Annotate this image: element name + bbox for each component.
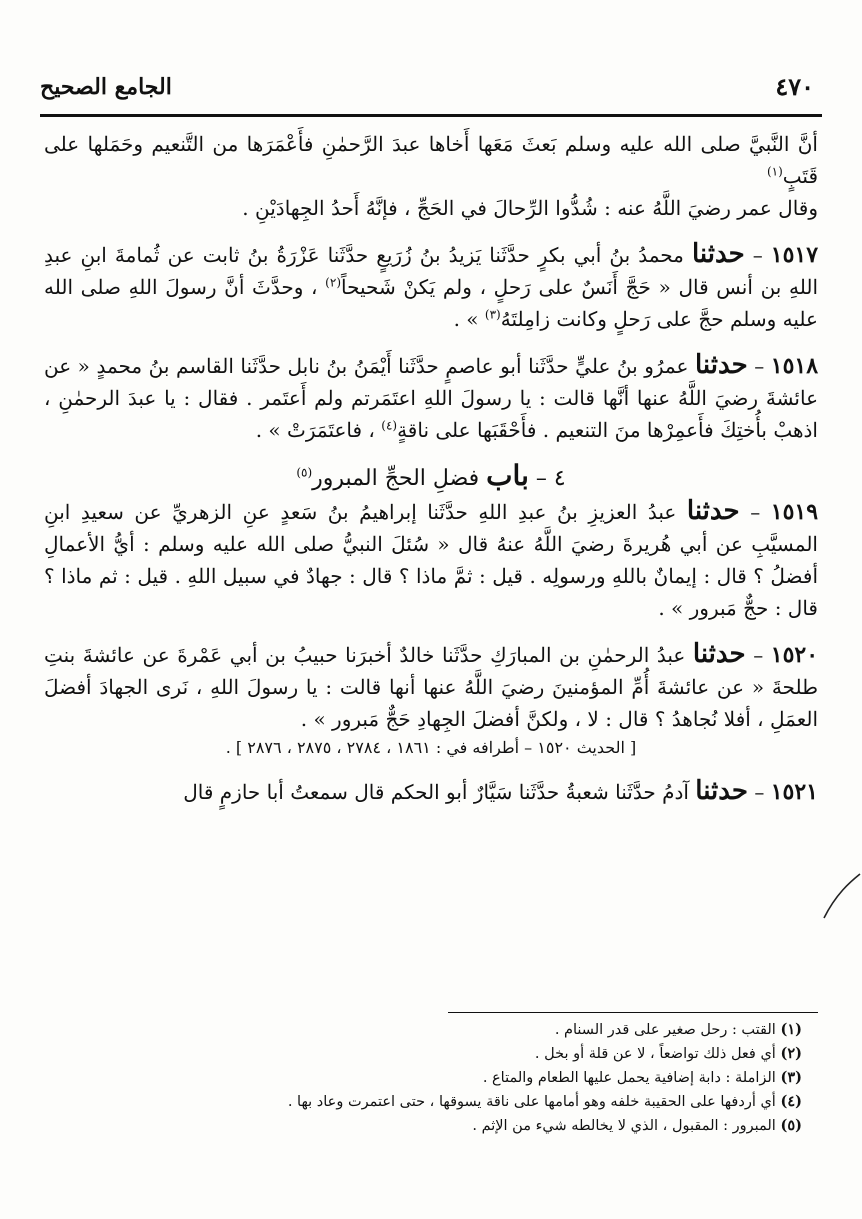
- footnote-ref-2: (٢): [325, 275, 341, 290]
- intro-paragraph: [44, 128, 818, 192]
- intro-umar-paragraph: [44, 192, 818, 224]
- hadith-1518: [44, 349, 818, 446]
- footnote-mark: (١): [780, 1021, 802, 1038]
- spacer: [44, 761, 818, 775]
- hadith-text: ، فاعتَمَرَتْ » .: [255, 418, 375, 442]
- footnote-text: الزاملة : دابة إضافية يحمل عليها الطعام والمتاع .: [482, 1070, 776, 1086]
- footnote-item: [44, 1066, 802, 1090]
- haddathana-word: حدثنا: [695, 776, 749, 806]
- footnote-mark: (٤): [780, 1093, 802, 1110]
- haddathana-word: حدثنا: [691, 239, 745, 269]
- spacer: [44, 224, 818, 238]
- hadith-1521: [44, 775, 818, 808]
- footnote-item: [44, 1090, 802, 1114]
- footnote-item: [44, 1042, 802, 1066]
- hadith-dash: –: [754, 354, 765, 378]
- book-title: الجامع الصحيح: [40, 74, 172, 100]
- chapter-heading: [44, 460, 818, 495]
- footnote-text: القتب : رحل صغير على قدر السنام .: [554, 1022, 776, 1038]
- haddathana-word: حدثنا: [694, 350, 748, 380]
- hadith-1517: [44, 238, 818, 335]
- hadith-dash: –: [754, 780, 765, 804]
- footnote-item: [44, 1018, 802, 1042]
- hadith-dash: –: [753, 643, 764, 667]
- footnotes: [44, 1018, 802, 1138]
- footnote-mark: (٢): [780, 1045, 802, 1062]
- footnote-text: المبرور : المقبول ، الذي لا يخالطه شيء من الإثم .: [472, 1118, 776, 1134]
- haddathana-word: حدثنا: [686, 496, 740, 526]
- footnote-ref-4: (٤): [381, 418, 398, 433]
- footnote-ref-1: (١): [766, 164, 783, 179]
- spacer: [44, 335, 818, 349]
- running-head: [40, 70, 822, 106]
- chapter-title: فضلِ الحجِّ المبرور: [312, 466, 480, 491]
- footnote-text: أي فعل ذلك تواضعاً ، لا عن قلة أو بخل .: [534, 1046, 776, 1062]
- cross-reference: [ الحديث ١٥٢٠ – أطرافه في : ١٨٦١ ، ٢٧٨٤ ، ٢٨٧٥ ، ٢٨٧٦ ] .: [225, 738, 637, 757]
- hadith-number: ١٥١٨: [770, 353, 819, 379]
- hadith-text: عمرُو بنُ عليٍّ حدَّثَنا أبو عاصمٍ حدَّثَنا أَيْمَنُ بنُ نابل حدَّثَنا القاسم بنُ محمدٍ « عن عائشةَ رضيَ اللَّهُ عنها أنَّها قالت : يا رسولَ اللهِ اعتَمَرتم ولم أَعتَمر . فقال : يا عبدَ الرحمٰنِ ، اذهبْ بأُختِكَ فأَعمِرْها منَ التنعيم . فأَحْقَبَها على ناقةٍ: [44, 354, 819, 442]
- page-number: ٤٧٠: [775, 72, 814, 101]
- hadith-number: ١٥٢١: [770, 779, 818, 805]
- hadith-text: ، وحدَّثَ أنَّ رسولَ اللهِ صلى الله عليه وسلم حجَّ على رَحلٍ وكانت زامِلتَهُ: [44, 275, 818, 331]
- footnote-item: [44, 1114, 802, 1138]
- footnote-ref-5: (٥): [296, 465, 313, 480]
- spacer: [44, 446, 818, 460]
- hadith-text: محمدُ بنُ أبي بكرٍ حدَّثَنا يَزيدُ بنُ زُرَيعٍ حدَّثَنا عَزْرَةُ بنُ ثابت عن ثُمامةَ ابنِ عبدِ اللهِ بن أنس قال « حَجَّ أَنَسٌ على رَحلٍ ، ولم يَكنْ شَحيحاً: [44, 243, 819, 299]
- hadith-dash: –: [750, 500, 761, 524]
- spacer: [44, 624, 818, 638]
- hadith-1520: [44, 638, 818, 735]
- intro-umar-text: وقال عمر رضيَ اللَّهُ عنه : شُدُّوا الرِّحالَ في الحَجِّ ، فإنَّهُ أَحدُ الجِهادَيْنِ .: [242, 196, 818, 220]
- chapter-word: باب: [486, 459, 529, 492]
- footnote-text: أي أردفها على الحقيبة خلفه وهو أمامها على ناقة يسوقها ، حتى اعتمرت وعاد بها .: [287, 1094, 776, 1110]
- hadith-number: ١٥١٧: [770, 242, 819, 268]
- footnote-ref-3: (٣): [484, 307, 501, 322]
- hadith-text: عبدُ العزيزِ بنُ عبدِ اللهِ حدَّثَنا إبراهيمُ بنُ سَعدٍ عنِ الزهريِّ عن سعيدِ ابنِ المسيَّبِ عن أبي هُريرةَ رضيَ اللَّهُ عنهُ قال « سُئلَ النبيُّ صلى الله عليه وسلم : أيُّ الأعمالِ أفضلُ ؟ قال : إيمانٌ باللهِ ورسولِه . قيل : ثمَّ ماذا ؟ قال : جهادٌ في سبيل اللهِ . قيل : ثم ماذا ؟ قال : حجٌّ مَبرور » .: [44, 500, 818, 620]
- hadith-1519: [44, 495, 818, 624]
- chapter-number: ٤: [553, 466, 566, 491]
- footnote-rule: [448, 1012, 818, 1013]
- pen-stroke-mark: [822, 872, 862, 922]
- hadith-dash: –: [752, 243, 763, 267]
- hadith-text: » .: [453, 307, 479, 331]
- hadith-number: ١٥٢٠: [770, 642, 819, 668]
- chapter-dash: –: [535, 466, 547, 491]
- header-rule: [40, 114, 822, 117]
- footnote-mark: (٣): [780, 1069, 802, 1086]
- hadith-text: عبدُ الرحمٰنِ بن المبارَكِ حدَّثَنا خالدٌ أخبرَنا حبيبُ بن أبي عَمْرةَ عن عائشةَ بنتِ طلحةَ « عن عائشةَ أُمِّ المؤمنينَ رضيَ اللَّهُ عنها أنها قالت : يا رسولَ اللهِ ، نَرى الجهادَ أفضلَ العمَلِ ، أفلا نُجاهدُ ؟ قال : لا ، ولكنَّ أفضلَ الجِهادِ حَجٌّ مَبرور » .: [44, 643, 818, 731]
- hadith-text: آدمُ حدَّثَنا شعبةُ حدَّثَنا سَيَّارٌ أبو الحكم قال سمعتُ أبا حازمٍ قال: [183, 780, 689, 804]
- footnote-mark: (٥): [780, 1117, 802, 1134]
- intro-text: أنَّ النَّبيَّ صلى الله عليه وسلم بَعثَ مَعَها أَخاها عبدَ الرَّحمٰنِ فأَعْمَرَها من التَّنعيم وحَمَلها على قَتَبٍ: [44, 132, 818, 188]
- haddathana-word: حدثنا: [692, 639, 746, 669]
- main-text: [44, 128, 818, 808]
- hadith-number: ١٥١٩: [770, 499, 819, 525]
